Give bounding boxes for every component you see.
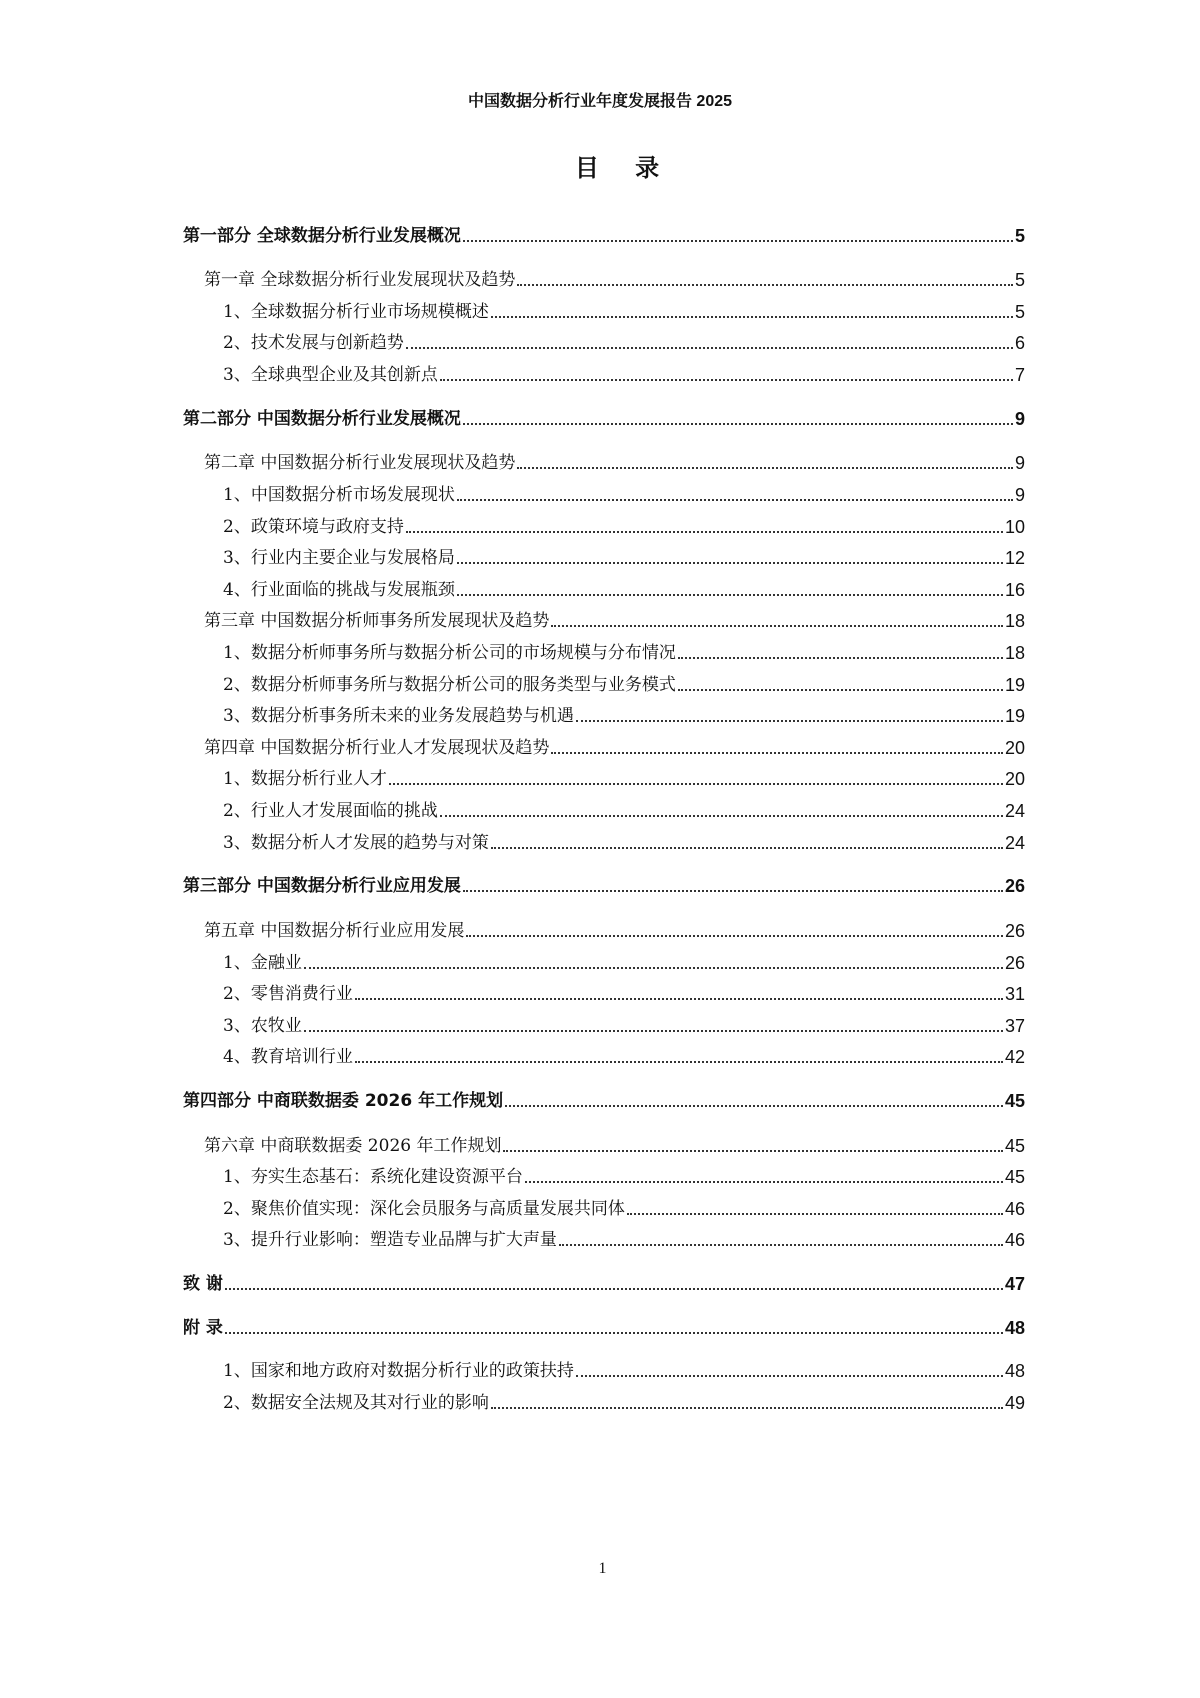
toc-entry-page: 9	[1014, 453, 1025, 473]
toc-entry-title: 1、数据分析师事务所与数据分析公司的市场规模与分布情况	[223, 643, 676, 663]
dot-leader	[505, 1104, 1003, 1107]
toc-entry-part[interactable]	[183, 1270, 1025, 1296]
toc-entry-part[interactable]	[183, 872, 1025, 898]
toc-entry-title: 4、教育培训行业	[223, 1047, 353, 1067]
toc-entry-item[interactable]	[223, 671, 1025, 697]
dot-leader	[559, 1243, 1003, 1246]
dot-leader	[457, 498, 1013, 501]
toc-entry-page: 45	[1004, 1091, 1025, 1111]
toc-entry-title: 1、夯实生态基石：系统化建设资源平台	[223, 1167, 523, 1187]
toc-entry-part[interactable]	[183, 222, 1025, 248]
toc-entry-title: 3、数据分析人才发展的趋势与对策	[223, 833, 489, 853]
dot-leader	[491, 315, 1013, 318]
toc-entry-item[interactable]	[223, 481, 1025, 507]
toc-entry-title: 1、中国数据分析市场发展现状	[223, 485, 455, 505]
toc-entry-page: 9	[1014, 409, 1025, 429]
toc-entry-item[interactable]	[223, 1226, 1025, 1252]
toc-entry-chapter[interactable]	[204, 734, 1025, 760]
toc-entry-page: 46	[1004, 1199, 1025, 1219]
toc-entry-item[interactable]	[223, 329, 1025, 355]
toc-entry-title: 第二章 中国数据分析行业发展现状及趋势	[204, 453, 516, 473]
dot-leader	[517, 466, 1013, 469]
toc-entry-title: 第一部分 全球数据分析行业发展概况	[183, 226, 461, 246]
toc-entry-item[interactable]	[223, 765, 1025, 791]
toc-entry-title: 1、全球数据分析行业市场规模概述	[223, 302, 489, 322]
dot-leader	[355, 997, 1003, 1000]
toc-entry-item[interactable]	[223, 829, 1025, 855]
toc-entry-item[interactable]	[223, 576, 1025, 602]
toc-entry-title: 附 录	[183, 1318, 223, 1338]
toc-entry-page: 12	[1004, 548, 1025, 568]
dot-leader	[406, 530, 1003, 533]
toc-entry-page: 42	[1004, 1047, 1025, 1067]
toc-entry-item[interactable]	[223, 361, 1025, 387]
toc-entry-title: 1、国家和地方政府对数据分析行业的政策扶持	[223, 1361, 574, 1381]
toc-entry-chapter[interactable]	[204, 266, 1025, 292]
toc-entry-title: 2、行业人才发展面临的挑战	[223, 801, 438, 821]
toc-entry-title: 第六章 中商联数据委 2026 年工作规划	[204, 1136, 502, 1156]
toc-entry-page: 24	[1004, 833, 1025, 853]
running-header: 中国数据分析行业年度发展报告 2025	[467, 93, 733, 110]
dot-leader	[678, 656, 1003, 659]
dot-leader	[466, 934, 1003, 937]
toc-entry-title: 2、零售消费行业	[223, 984, 353, 1004]
toc-entry-chapter[interactable]	[204, 1132, 1025, 1158]
toc-entry-title: 第三部分 中国数据分析行业应用发展	[183, 876, 461, 896]
toc-entry-title: 第二部分 中国数据分析行业发展概况	[183, 409, 461, 429]
dot-leader	[463, 239, 1013, 242]
toc-entry-title: 第三章 中国数据分析师事务所发展现状及趋势	[204, 611, 550, 631]
dot-leader	[551, 624, 1003, 627]
toc-entry-part[interactable]	[183, 1314, 1025, 1340]
toc-entry-item[interactable]	[223, 1163, 1025, 1189]
toc-entry-item[interactable]	[223, 1043, 1025, 1069]
dot-leader	[304, 1029, 1003, 1032]
toc-entry-page: 5	[1014, 302, 1025, 322]
toc-entry-item[interactable]	[223, 980, 1025, 1006]
toc-entry-title: 3、提升行业影响：塑造专业品牌与扩大声量	[223, 1230, 557, 1250]
toc-entry-item[interactable]	[223, 702, 1025, 728]
toc-entry-page: 20	[1004, 769, 1025, 789]
dot-leader	[576, 1374, 1003, 1377]
toc-title: 目 录	[574, 154, 674, 182]
toc-entry-item[interactable]	[223, 1012, 1025, 1038]
toc-entry-title: 2、数据安全法规及其对行业的影响	[223, 1393, 489, 1413]
dot-leader	[551, 751, 1003, 754]
toc-entry-chapter[interactable]	[204, 917, 1025, 943]
toc-entry-chapter[interactable]	[204, 449, 1025, 475]
toc-entry-title: 3、行业内主要企业与发展格局	[223, 548, 455, 568]
dot-leader	[491, 846, 1003, 849]
toc-entry-title: 2、政策环境与政府支持	[223, 517, 404, 537]
toc-entry-page: 5	[1014, 270, 1025, 290]
toc-entry-page: 45	[1004, 1136, 1025, 1156]
toc-entry-page: 46	[1004, 1230, 1025, 1250]
toc-entry-title: 第四部分 中商联数据委 2026 年工作规划	[183, 1091, 504, 1111]
dot-leader	[225, 1287, 1003, 1290]
toc-entry-title: 第一章 全球数据分析行业发展现状及趋势	[204, 270, 516, 290]
toc-entry-item[interactable]	[223, 1357, 1025, 1383]
dot-leader	[517, 283, 1013, 286]
toc-entry-page: 48	[1004, 1361, 1025, 1381]
toc-entry-title: 3、全球典型企业及其创新点	[223, 365, 438, 385]
toc-entry-item[interactable]	[223, 544, 1025, 570]
toc-entry-title: 3、农牧业	[223, 1016, 302, 1036]
toc-entry-page: 18	[1004, 611, 1025, 631]
dot-leader	[406, 346, 1013, 349]
toc-entry-page: 37	[1004, 1016, 1025, 1036]
toc-entry-title: 1、金融业	[223, 953, 302, 973]
dot-leader	[491, 1406, 1003, 1409]
toc-entry-title: 第四章 中国数据分析行业人才发展现状及趋势	[204, 738, 550, 758]
toc-entry-title: 第五章 中国数据分析行业应用发展	[204, 921, 465, 941]
toc-entry-chapter[interactable]	[204, 607, 1025, 633]
toc-entry-item[interactable]	[223, 513, 1025, 539]
page-number: 1	[598, 1560, 607, 1577]
toc-entry-item[interactable]	[223, 797, 1025, 823]
toc-entry-page: 6	[1014, 333, 1025, 353]
dot-leader	[463, 889, 1003, 892]
toc-entry-title: 致 谢	[183, 1274, 223, 1294]
toc-entry-page: 26	[1004, 921, 1025, 941]
dot-leader	[678, 688, 1003, 691]
toc-entry-page: 26	[1004, 953, 1025, 973]
dot-leader	[576, 719, 1003, 722]
toc-entry-item[interactable]	[223, 1195, 1025, 1221]
toc-entry-page: 48	[1004, 1318, 1025, 1338]
toc-entry-page: 20	[1004, 738, 1025, 758]
dot-leader	[463, 422, 1013, 425]
toc-entry-page: 9	[1014, 485, 1025, 505]
toc-entry-page: 45	[1004, 1167, 1025, 1187]
toc-entry-item[interactable]	[223, 298, 1025, 324]
dot-leader	[389, 782, 1003, 785]
toc-entry-title: 3、数据分析事务所未来的业务发展趋势与机遇	[223, 706, 574, 726]
toc-entry-title: 2、数据分析师事务所与数据分析公司的服务类型与业务模式	[223, 675, 676, 695]
toc-entry-page: 18	[1004, 643, 1025, 663]
dot-leader	[457, 561, 1003, 564]
toc-entry-item[interactable]	[223, 1389, 1025, 1415]
dot-leader	[627, 1212, 1003, 1215]
toc-entry-page: 31	[1004, 984, 1025, 1004]
dot-leader	[503, 1149, 1002, 1152]
toc-entry-page: 19	[1004, 706, 1025, 726]
toc-entry-page: 5	[1014, 226, 1025, 246]
toc-entry-page: 47	[1004, 1274, 1025, 1294]
toc-entry-title: 4、行业面临的挑战与发展瓶颈	[223, 580, 455, 600]
toc-entry-page: 19	[1004, 675, 1025, 695]
dot-leader	[525, 1180, 1003, 1183]
toc-entry-part[interactable]	[183, 405, 1025, 431]
toc-entry-page: 10	[1004, 517, 1025, 537]
toc-entry-page: 26	[1004, 876, 1025, 896]
dot-leader	[457, 593, 1003, 596]
toc-entry-title: 2、技术发展与创新趋势	[223, 333, 404, 353]
dot-leader	[355, 1060, 1003, 1063]
dot-leader	[440, 814, 1003, 817]
toc-entry-page: 7	[1014, 365, 1025, 385]
dot-leader	[304, 966, 1003, 969]
dot-leader	[225, 1331, 1003, 1334]
toc-entry-page: 16	[1004, 580, 1025, 600]
toc-entry-part[interactable]	[183, 1087, 1025, 1113]
toc-entry-item[interactable]	[223, 949, 1025, 975]
toc-entry-item[interactable]	[223, 639, 1025, 665]
dot-leader	[440, 378, 1013, 381]
toc-entry-page: 24	[1004, 801, 1025, 821]
toc-entry-title: 2、聚焦价值实现：深化会员服务与高质量发展共同体	[223, 1199, 625, 1219]
toc-entry-page: 49	[1004, 1393, 1025, 1413]
toc-entry-title: 1、数据分析行业人才	[223, 769, 387, 789]
